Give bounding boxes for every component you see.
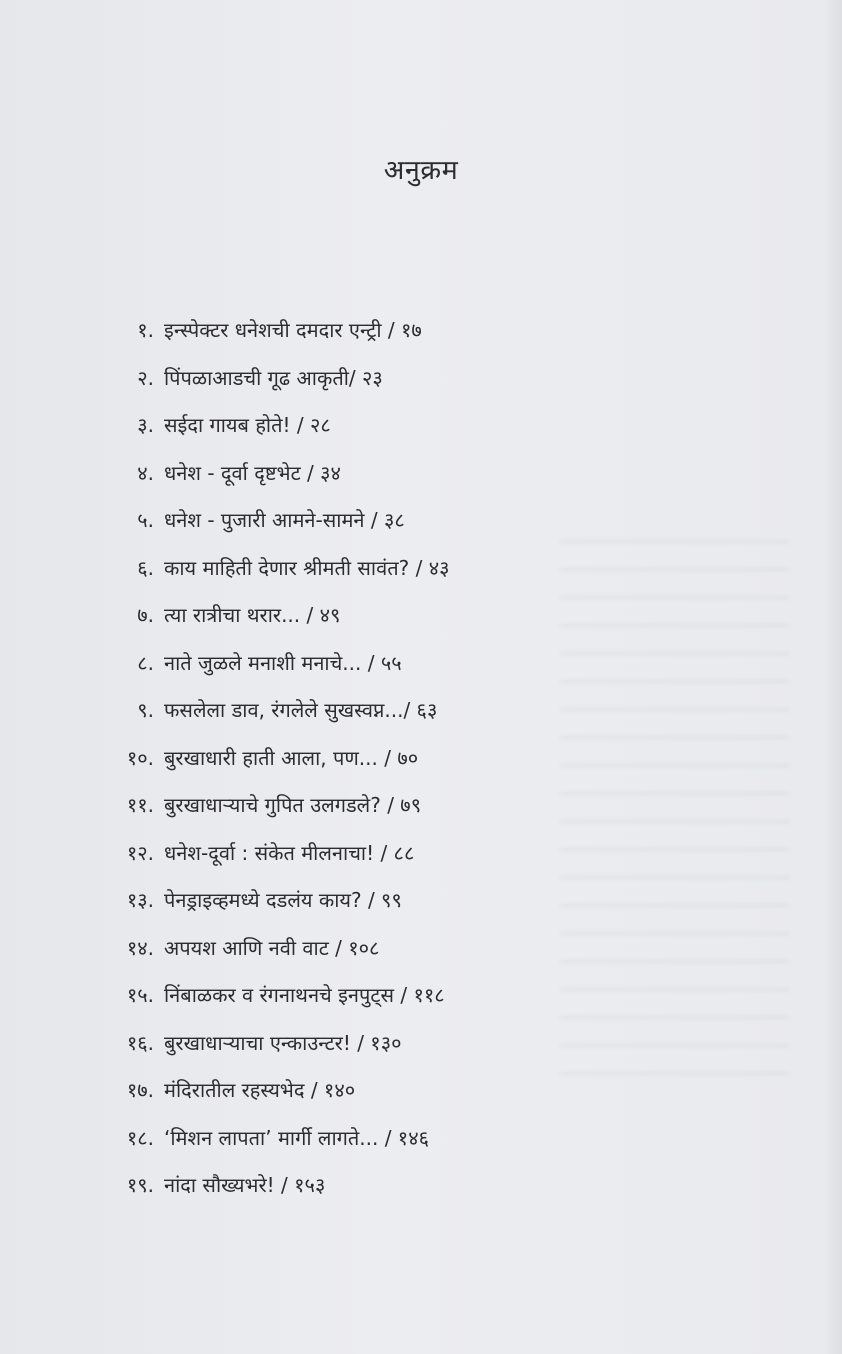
chapter-title-and-page: इन्स्पेक्टर धनेशची दमदार एन्ट्री / १७ — [164, 318, 422, 342]
chapter-number: २. — [137, 365, 154, 390]
chapter-number: १. — [137, 318, 154, 342]
toc-entry — [0, 687, 842, 735]
page-edge-shadow — [824, 0, 842, 1354]
chapter-title-and-page: काय माहिती देणार श्रीमती सावंत? / ४३ — [164, 555, 450, 580]
toc-entry — [0, 1115, 842, 1163]
chapter-number: ७. — [137, 603, 154, 627]
chapter-title-and-page: बुरखाधारी हाती आला, पण... / ७० — [164, 745, 419, 770]
chapter-number: १४. — [126, 935, 154, 960]
chapter-number: ५. — [137, 508, 154, 532]
toc-entry — [0, 782, 842, 830]
toc-entry — [0, 925, 842, 973]
toc-entry — [0, 877, 842, 925]
chapter-number: १७. — [126, 1078, 154, 1102]
chapter-title-and-page: धनेश-दूर्वा : संकेत मीलनाचा! / ८८ — [164, 840, 415, 865]
toc-entry — [0, 640, 842, 688]
chapter-title-and-page: बुरखाधाऱ्याचे गुपित उलगडले? / ७९ — [164, 793, 422, 817]
chapter-title-and-page: अपयश आणि नवी वाट / १०८ — [164, 935, 380, 960]
toc-entry — [0, 355, 842, 403]
chapter-title-and-page: पेनड्राइव्हमध्ये दडलंय काय? / ९९ — [164, 888, 402, 912]
chapter-title-and-page: ‘मिशन लापता’ मार्गी लागते... / १४६ — [164, 1125, 430, 1150]
chapter-title-and-page: धनेश - पुजारी आमने-सामने / ३८ — [164, 508, 405, 532]
toc-entry — [0, 450, 842, 498]
chapter-number: १९. — [126, 1173, 154, 1197]
chapter-title-and-page: धनेश - दूर्वा दृष्टभेट / ३४ — [164, 460, 341, 485]
toc-entry — [0, 972, 842, 1020]
chapter-title-and-page: फसलेला डाव, रंगलेले सुखस्वप्न.../ ६३ — [164, 698, 438, 722]
toc-entry — [0, 1020, 842, 1068]
chapter-number: १३. — [126, 888, 154, 912]
chapter-title-and-page: मंदिरातील रहस्यभेद / १४० — [164, 1078, 356, 1102]
toc-entry — [0, 592, 842, 640]
chapter-number: ८. — [137, 650, 154, 675]
chapter-number: १५. — [126, 983, 154, 1007]
chapter-number: ४. — [137, 460, 154, 485]
chapter-number: ६. — [137, 555, 154, 580]
chapter-number: १२. — [126, 840, 154, 865]
toc-entry — [0, 545, 842, 593]
chapter-title-and-page: सईदा गायब होते! / २८ — [164, 413, 331, 437]
chapter-title-and-page: त्या रात्रीचा थरार... / ४९ — [164, 603, 341, 627]
toc-entry — [0, 1162, 842, 1210]
toc-entry — [0, 497, 842, 545]
chapter-title-and-page: बुरखाधाऱ्याचा एन्काउन्टर! / १३० — [164, 1030, 402, 1055]
chapter-number: १०. — [126, 745, 154, 770]
chapter-number: ३. — [137, 413, 154, 437]
chapter-title-and-page: नांदा सौख्यभरे! / १५३ — [164, 1173, 326, 1197]
toc-entry — [0, 830, 842, 878]
page-title: अनुक्रम — [383, 155, 459, 186]
chapter-title-and-page: नाते जुळले मनाशी मनाचे... / ५५ — [164, 650, 402, 675]
toc-entry — [0, 735, 842, 783]
chapter-number: ९. — [137, 698, 154, 722]
toc-entry — [0, 307, 842, 355]
chapter-number: १८. — [126, 1125, 154, 1150]
toc-entry — [0, 402, 842, 450]
toc-entry — [0, 1067, 842, 1115]
chapter-number: ११. — [126, 793, 154, 817]
chapter-title-and-page: पिंपळाआडची गूढ आकृती/ २३ — [164, 365, 383, 390]
table-of-contents — [0, 307, 842, 1210]
chapter-number: १६. — [126, 1030, 154, 1055]
chapter-title-and-page: निंबाळकर व रंगनाथनचे इनपुट्स / ११८ — [164, 983, 445, 1007]
